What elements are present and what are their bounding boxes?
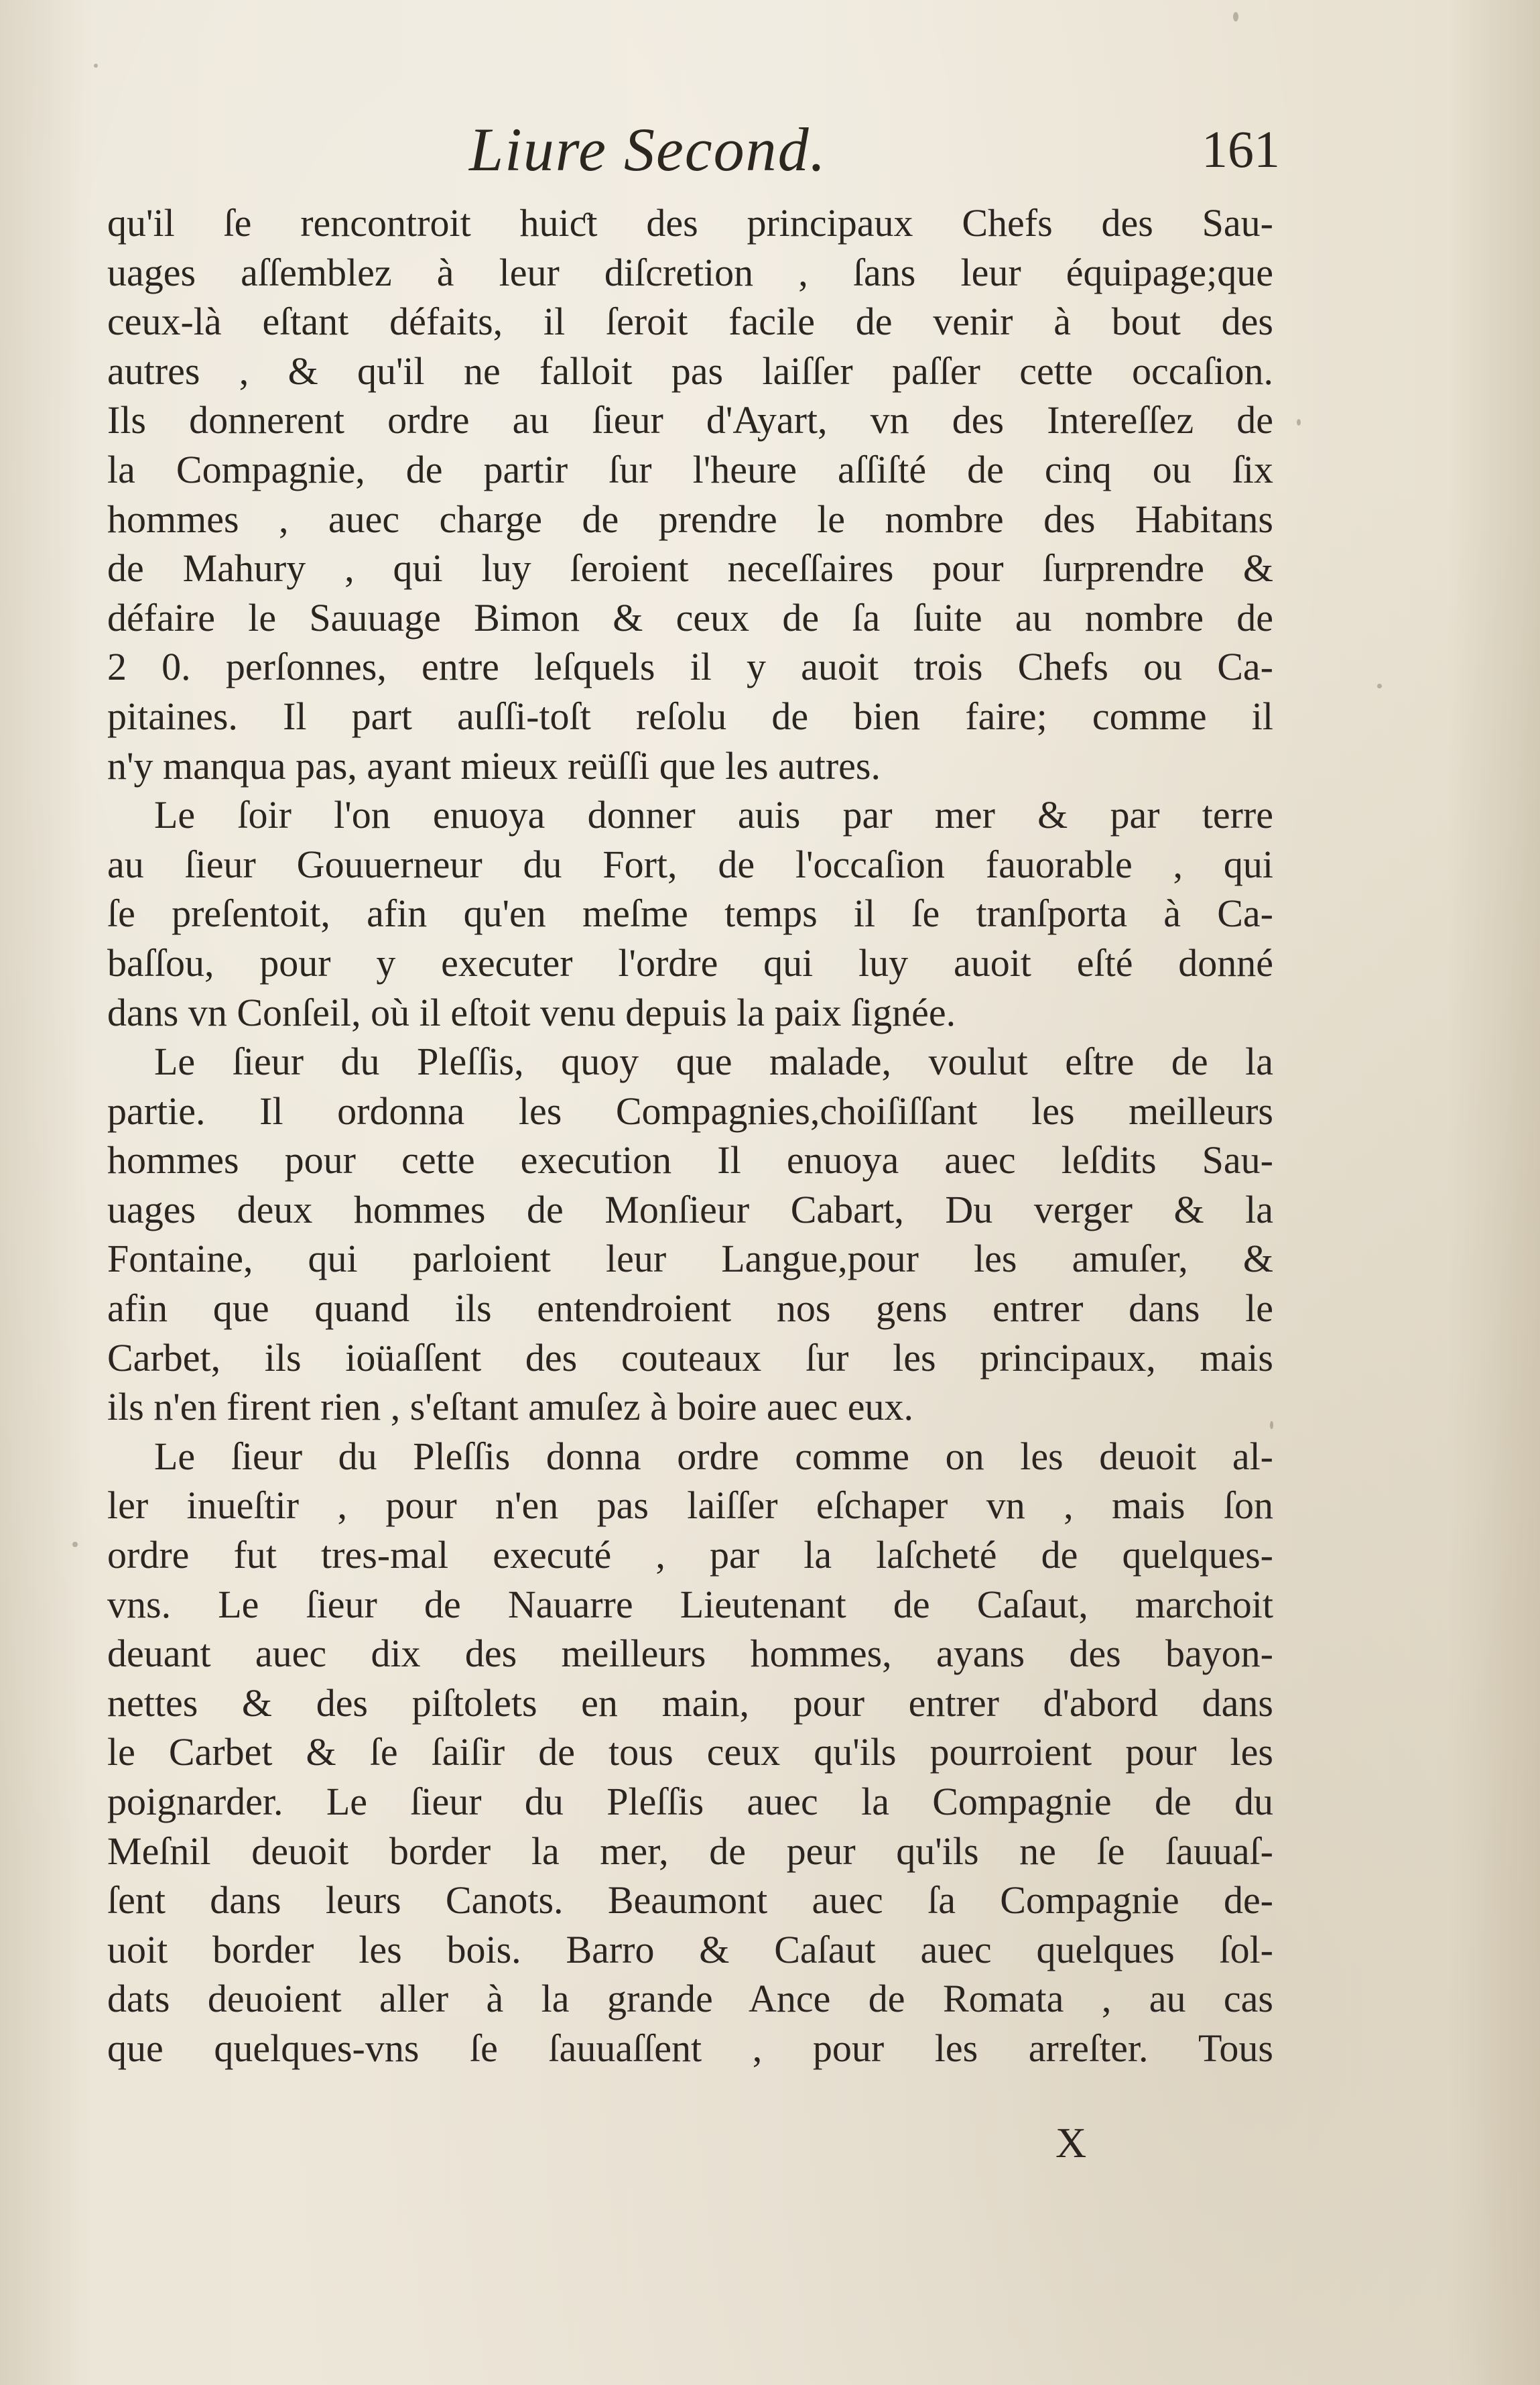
running-title: Liure Second.	[469, 115, 827, 184]
text-line-20: hommes pour cette execution Il enuoya auec leſdits Sau-	[107, 1138, 1273, 1182]
text-line-6: la Compagnie, de partir ſur l'heure aſſiſté de cinq ou ſix	[107, 447, 1273, 491]
paper-speck	[1233, 12, 1238, 21]
text-line-1: qu'il ſe rencontroit huiƈt des principaux Chefs des Sau-	[107, 201, 1273, 245]
text-line-5: Ils donnerent ordre au ſieur d'Ayart, vn des Intereſſez de	[107, 398, 1273, 442]
paper-speck	[1377, 684, 1382, 688]
paper-speck	[72, 1542, 78, 1547]
text-line-26: Le ſieur du Pleſſis donna ordre comme on les deuoit al-	[154, 1434, 1273, 1478]
text-line-8: de Mahury , qui luy ſeroient neceſſaires pour ſurprendre &	[107, 546, 1273, 591]
text-line-24: Carbet, ils ioüaſſent des couteaux ſur les principaux, mais	[107, 1335, 1273, 1380]
text-line-19: partie. Il ordonna les Compagnies,choiſiſſant les meilleurs	[107, 1089, 1273, 1133]
text-line-25: ils n'en firent rien , s'eſtant amuſez à boire auec eux.	[107, 1385, 913, 1429]
text-line-10: 2 0. perſonnes, entre leſquels il y auoit trois Chefs ou Ca-	[107, 645, 1273, 689]
text-line-28: ordre fut tres-mal executé , par la laſcheté de quelques-	[107, 1533, 1273, 1577]
text-line-4: autres , & qu'il ne falloit pas laiſſer paſſer cette occaſion.	[107, 349, 1273, 393]
text-line-7: hommes , auec charge de prendre le nombre des Habitans	[107, 497, 1273, 541]
text-line-15: ſe preſentoit, afin qu'en meſme temps il ſe tranſporta à Ca-	[107, 892, 1273, 936]
text-line-31: nettes & des piſtolets en main, pour entrer d'abord dans	[107, 1680, 1273, 1725]
paper-speck	[1297, 419, 1301, 426]
text-line-13: Le ſoir l'on enuoya donner auis par mer & par terre	[154, 793, 1273, 837]
text-line-38: que quelques-vns ſe ſauuaſſent , pour les arreſter. Tous	[107, 2026, 1273, 2070]
text-line-2: uages aſſemblez à leur diſcretion , ſans leur équipage;que	[107, 250, 1273, 294]
body-text	[107, 198, 1273, 2073]
text-line-9: défaire le Sauuage Bimon & ceux de ſa ſuite au nombre de	[107, 595, 1273, 639]
text-line-3: ceux-là eſtant défaits, il ſeroit facile de venir à bout des	[107, 300, 1273, 344]
text-line-36: uoit border les bois. Barro & Caſaut auec quelques ſol-	[107, 1927, 1273, 1971]
text-line-17: dans vn Conſeil, où il eſtoit venu depuis la paix ſignée.	[107, 990, 956, 1034]
text-line-23: afin que quand ils entendroient nos gens entrer dans le	[107, 1286, 1273, 1331]
text-line-33: poignarder. Le ſieur du Pleſſis auec la Compagnie de du	[107, 1780, 1273, 1823]
text-line-35: ſent dans leurs Canots. Beaumont auec ſa Compagnie de-	[107, 1878, 1273, 1922]
text-line-32: le Carbet & ſe ſaiſir de tous ceux qu'ils pourroient pour les	[107, 1730, 1273, 1774]
text-line-37: dats deuoient aller à la grande Ance de Romata , au cas	[107, 1977, 1273, 2021]
text-line-22: Fontaine, qui parloient leur Langue,pour les amuſer, &	[107, 1237, 1273, 1281]
text-line-21: uages deux hommes de Monſieur Cabart, Du verger & la	[107, 1187, 1273, 1231]
text-line-34: Meſnil deuoit border la mer, de peur qu'ils ne ſe ſauuaſ-	[107, 1829, 1273, 1873]
text-line-11: pitaines. Il part auſſi-toſt reſolu de bien faire; comme il	[107, 694, 1273, 738]
text-line-16: baſſou, pour y executer l'ordre qui luy auoit eſté donné	[107, 940, 1273, 985]
page-header	[107, 114, 1280, 201]
text-line-30: deuant auec dix des meilleurs hommes, ayans des bayon-	[107, 1632, 1273, 1676]
text-line-27: ler inueſtir , pour n'en pas laiſſer eſchaper vn , mais ſon	[107, 1483, 1273, 1528]
page-number: 161	[1202, 120, 1280, 178]
text-line-29: vns. Le ſieur de Nauarre Lieutenant de Caſaut, marchoit	[107, 1582, 1273, 1626]
paper-speck	[1270, 1421, 1273, 1429]
paper-speck	[94, 64, 98, 68]
signature-mark: X	[1055, 2119, 1087, 2166]
text-line-14: au ſieur Gouuerneur du Fort, de l'occaſion fauorable , qui	[107, 842, 1273, 886]
text-line-12: n'y manqua pas, ayant mieux reüſſi que les autres.	[107, 743, 881, 788]
text-line-18: Le ſieur du Pleſſis, quoy que malade, voulut eſtre de la	[154, 1040, 1273, 1084]
